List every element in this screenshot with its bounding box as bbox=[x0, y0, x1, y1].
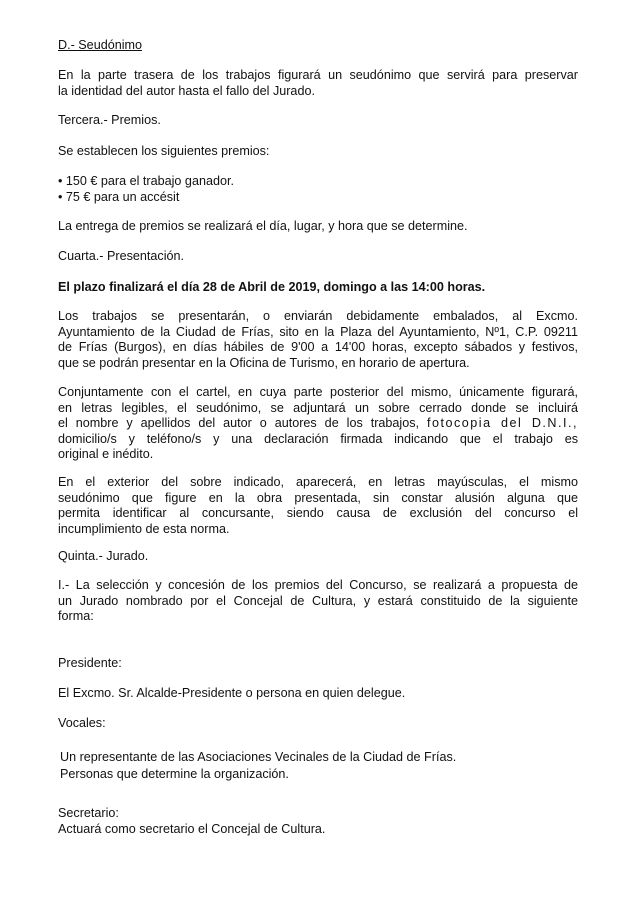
paragraph-text: el nombre y apellidos del autor o autores de los trabajos, bbox=[58, 416, 420, 430]
vocal-item: Personas que determine la organización. bbox=[60, 767, 289, 781]
paragraph-line bbox=[58, 416, 578, 432]
vocal-item: Un representante de las Asociaciones Vecinales de la Ciudad de Frías. bbox=[60, 750, 457, 764]
prize-item-first: • 150 € para el trabajo ganador. bbox=[58, 174, 234, 188]
presidente-text: El Excmo. Sr. Alcalde-Presidente o persona en quien delegue. bbox=[58, 686, 406, 700]
quinta-heading: Quinta.- Jurado. bbox=[58, 549, 149, 563]
paragraph-line: de Frías (Burgos), en días hábiles de 9'00 a 14'00 horas, excepto sábados y festivos, bbox=[58, 340, 578, 354]
paragraph-line: que se podrán presentar en la Oficina de Turismo, en horario de apertura. bbox=[58, 355, 470, 370]
cuarta-paragraph-2 bbox=[58, 385, 578, 463]
quinta-paragraph-1 bbox=[58, 578, 578, 625]
paragraph-line: Los trabajos se presentarán, o enviarán debidamente embalados, al Excmo. bbox=[58, 309, 578, 323]
prize-item-accesit: • 75 € para un accésit bbox=[58, 190, 180, 204]
paragraph-line: en letras legibles, el seudónimo, se adjuntará un sobre cerrado donde se incluirá bbox=[58, 400, 578, 415]
paragraph-line: seudónimo que figure en la obra presentada, sin constar alusión alguna que bbox=[58, 490, 578, 505]
prizes-intro: Se establecen los siguientes premios: bbox=[58, 144, 270, 158]
section-d-heading: D.- Seudónimo bbox=[58, 38, 142, 52]
paragraph-line: I.- La selección y concesión de los premios del Concurso, se realizará a propuesta de bbox=[58, 578, 578, 592]
tercera-heading: Tercera.- Premios. bbox=[58, 113, 161, 127]
paragraph-line: forma: bbox=[58, 609, 94, 623]
paragraph-line: permita identificar al concursante, siendo causa de exclusión del concurso el bbox=[58, 506, 578, 520]
paragraph-line: Ayuntamiento de la Ciudad de Frías, sito en la Plaza del Ayuntamiento, Nº1, C.P. 09211 bbox=[58, 324, 578, 339]
vocales-label: Vocales: bbox=[58, 716, 106, 730]
paragraph-line: domicilio/s y teléfono/s y una declaración firmada indicando que el trabajo es bbox=[58, 431, 578, 446]
presidente-label: Presidente: bbox=[58, 656, 122, 670]
cuarta-paragraph-3 bbox=[58, 475, 578, 537]
section-d-paragraph bbox=[58, 68, 578, 99]
fotocopia-text: fotocopia del D.N.I., bbox=[426, 416, 579, 430]
secretario-label: Secretario: bbox=[58, 806, 119, 820]
paragraph-line: En el exterior del sobre indicado, aparecerá, en letras mayúsculas, el mismo bbox=[58, 475, 578, 489]
paragraph-line: un Jurado nombrado por el Concejal de Cultura, y estará constituido de la siguiente bbox=[58, 593, 578, 608]
paragraph-line: original e inédito. bbox=[58, 447, 154, 461]
cuarta-paragraph-1 bbox=[58, 309, 578, 371]
prize-delivery-text: La entrega de premios se realizará el día, lugar, y hora que se determine. bbox=[58, 219, 468, 233]
paragraph-line: la identidad del autor hasta el fallo del Jurado. bbox=[58, 83, 315, 98]
deadline-text: El plazo finalizará el día 28 de Abril de 2019, domingo a las 14:00 horas. bbox=[58, 280, 486, 294]
cuarta-heading: Cuarta.- Presentación. bbox=[58, 249, 184, 263]
secretario-text: Actuará como secretario el Concejal de Cultura. bbox=[58, 822, 326, 836]
paragraph-line: incumplimiento de esta norma. bbox=[58, 521, 230, 536]
paragraph-line: Conjuntamente con el cartel, en cuya parte posterior del mismo, únicamente figurará, bbox=[58, 385, 578, 399]
paragraph-line: En la parte trasera de los trabajos figurará un seudónimo que servirá para preservar bbox=[58, 68, 578, 82]
